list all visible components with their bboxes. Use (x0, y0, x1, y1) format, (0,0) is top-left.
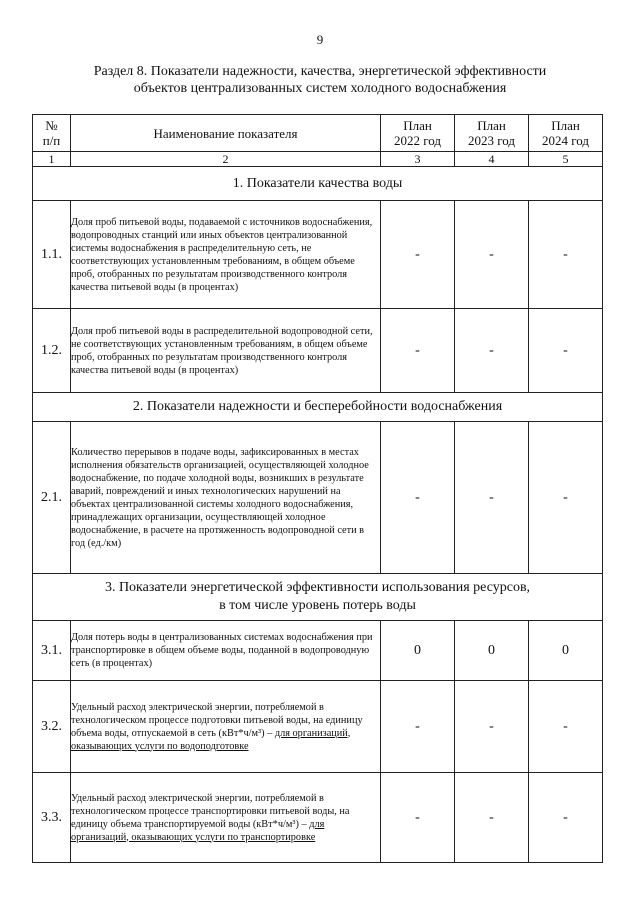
indicators-table (32, 114, 603, 863)
row-index: 1.2. (33, 309, 71, 393)
row-index: 3.1. (33, 621, 71, 681)
table-row (33, 309, 603, 393)
row-value-2023: - (455, 773, 529, 863)
row-index: 2.1. (33, 422, 71, 574)
header-plan-2023: План 2023 год (455, 115, 529, 152)
group-title: 1. Показатели качества воды (33, 167, 603, 201)
table-row (33, 681, 603, 773)
row-value-2023: - (455, 309, 529, 393)
row-value-2023: - (455, 422, 529, 574)
row-value-2024: - (529, 309, 603, 393)
row-value-2022: 0 (381, 621, 455, 681)
row-name (71, 773, 381, 863)
column-number: 1 (33, 152, 71, 167)
row-index: 3.3. (33, 773, 71, 863)
header-num: № п/п (33, 115, 71, 152)
row-name-main: Удельный расход электрической энергии, потребляемой в технологическом процессе подготовки питьевой воды, на единицу объема воды, отпускаемой в сеть (кВт*ч/м³) – (71, 701, 363, 739)
group-row (33, 393, 603, 422)
row-value-2023: - (455, 201, 529, 309)
row-name: Количество перерывов в подаче воды, зафиксированных в местах исполнения обязательств организацией, осуществляющей холодное водоснабжение, по подаче холодной воды, возникших в результате аварий, повреждений и иных технологических нарушений на объектах централизованной системы холодного водоснабжения, принадлежащих организации, осуществляющей холодное водоснабжение, в расчете на протяженность водопроводной сети в год (ед./км) (71, 422, 381, 574)
row-value-2024: - (529, 422, 603, 574)
row-name: Доля проб питьевой воды, подаваемой с источников водоснабжения, водопроводных станций или иных объектов централизованной системы водоснабжения в распределительную сеть, не соответствующих установленным требованиям, в общем объеме проб, отобранных по результатам производственного контроля качества питьевой воды (в процентах) (71, 201, 381, 309)
column-number: 5 (529, 152, 603, 167)
column-number-row (33, 152, 603, 167)
section-title (40, 63, 600, 97)
row-value-2023: 0 (455, 621, 529, 681)
row-value-2024: - (529, 681, 603, 773)
row-name-underlined: для организаций, оказывающих услуги по транспортировке (71, 818, 325, 843)
row-value-2022: - (381, 773, 455, 863)
row-value-2024: - (529, 773, 603, 863)
row-value-2022: - (381, 201, 455, 309)
header-plan-2022: План 2022 год (381, 115, 455, 152)
column-number: 3 (381, 152, 455, 167)
row-name: Доля проб питьевой воды в распределительной водопроводной сети, не соответствующих установленным требованиям, в общем объеме проб, отобранных по результатам производственного контроля качества питьевой воды (в процентах) (71, 309, 381, 393)
group-title-line-2: в том числе уровень потерь воды (219, 598, 416, 613)
column-number: 2 (71, 152, 381, 167)
page-number: 9 (316, 32, 324, 47)
table-row (33, 773, 603, 863)
table-row (33, 422, 603, 574)
group-title-line-1: 3. Показатели энергетической эффективности использования ресурсов, (104, 580, 531, 595)
group-title (33, 574, 603, 621)
section-title-line-2: объектов централизованных систем холодного водоснабжения (133, 81, 507, 96)
row-value-2022: - (381, 681, 455, 773)
row-name (71, 681, 381, 773)
group-title: 2. Показатели надежности и бесперебойности водоснабжения (33, 393, 603, 422)
header-plan-2024: План 2024 год (529, 115, 603, 152)
group-row (33, 167, 603, 201)
row-index: 1.1. (33, 201, 71, 309)
column-number: 4 (455, 152, 529, 167)
header-name: Наименование показателя (71, 115, 381, 152)
row-value-2023: - (455, 681, 529, 773)
row-value-2022: - (381, 309, 455, 393)
row-name-underlined: для организаций, оказывающих услуги по водоподготовке (71, 727, 351, 752)
row-name: Доля потерь воды в централизованных системах водоснабжения при транспортировке в общем объеме воды, поданной в водопроводную сеть (в процентах) (71, 621, 381, 681)
row-value-2024: - (529, 201, 603, 309)
group-row (33, 574, 603, 621)
table-row (33, 201, 603, 309)
row-value-2024: 0 (529, 621, 603, 681)
table-row (33, 621, 603, 681)
row-index: 3.2. (33, 681, 71, 773)
section-title-line-1: Раздел 8. Показатели надежности, качества, энергетической эффективности (93, 64, 547, 79)
row-value-2022: - (381, 422, 455, 574)
header-row (33, 115, 603, 152)
row-name-main: Удельный расход электрической энергии, потребляемой в технологическом процессе транспортировки питьевой воды, на единицу объема транспортируемой воды (кВт*ч/м³) – (71, 792, 350, 830)
